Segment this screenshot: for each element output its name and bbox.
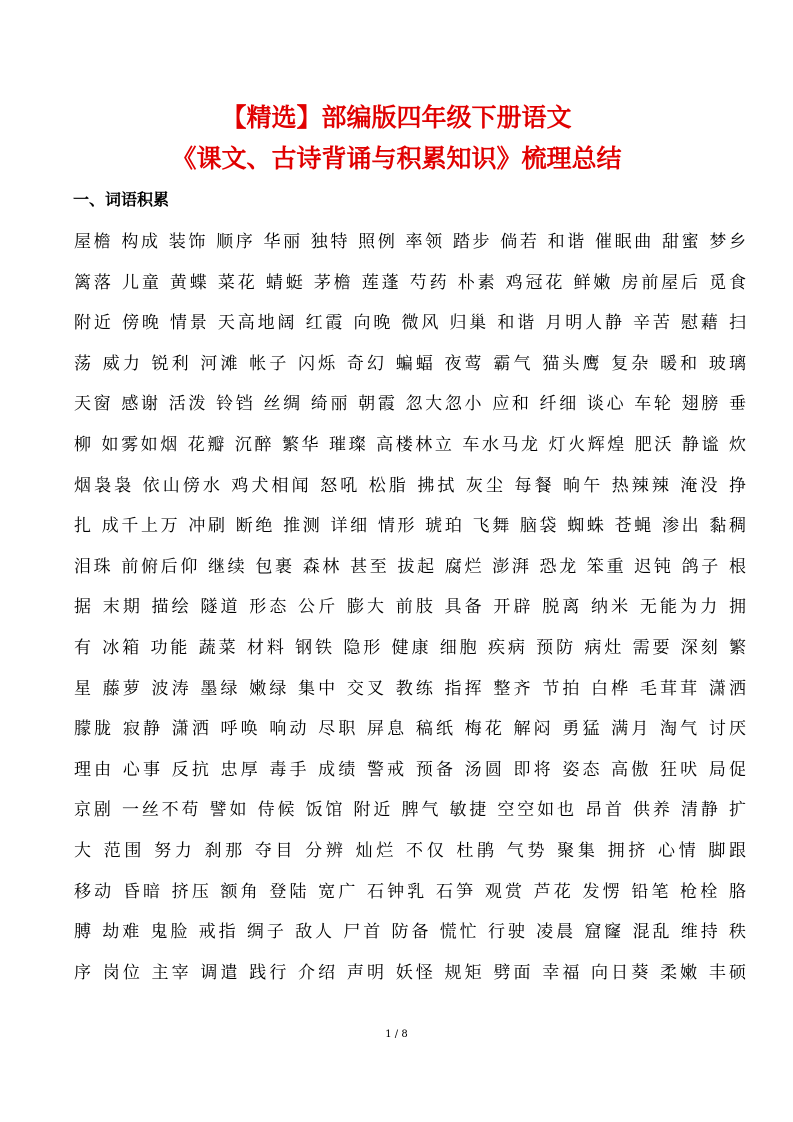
text-line: 星 藤萝 波涛 墨绿 嫩绿 集中 交叉 教练 指挥 整齐 节拍 白桦 毛茸茸 潇洒	[74, 678, 746, 699]
text-line: 移动 昏暗 挤压 额角 登陆 宽广 石钟乳 石笋 观赏 芦花 发愣 铅笔 枪栓 胳	[74, 881, 746, 902]
text-line: 朦胧 寂静 潇洒 呼唤 响动 尽职 屏息 稿纸 梅花 解闷 勇猛 满月 淘气 讨厌	[74, 719, 746, 740]
text-line: 有 冰箱 功能 蔬菜 材料 钢铁 隐形 健康 细胞 疾病 预防 病灶 需要 深刻 繁	[74, 637, 746, 658]
document-title-line-1: 【精选】部编版四年级下册语文	[221, 103, 572, 132]
text-line: 附近 傍晚 情景 天高地阔 红霞 向晚 微风 归巢 和谐 月明人静 辛苦 慰藉 扫	[74, 313, 746, 334]
text-line: 烟袅袅 依山傍水 鸡犬相闻 怒吼 松脂 拂拭 灰尘 每餐 晌午 热辣辣 淹没 挣	[74, 475, 746, 496]
section-heading-vocabulary: 一、词语积累	[73, 190, 170, 209]
text-line: 膊 劫难 鬼脸 戒指 绸子 敌人 尸首 防备 慌忙 行驶 凌晨 窟窿 混乱 维持 秩	[74, 922, 746, 943]
page-number: 1 / 8	[385, 1029, 408, 1040]
text-line: 泪珠 前俯后仰 继续 包裹 森林 甚至 拔起 腐烂 澎湃 恐龙 笨重 迟钝 鸽子 根	[74, 556, 746, 577]
text-line: 据 末期 描绘 隧道 形态 公斤 膨大 前肢 具备 开辟 脱离 纳米 无能为力 拥	[74, 597, 746, 618]
text-line: 京剧 一丝不苟 譬如 侍候 饭馆 附近 脾气 敏捷 空空如也 昂首 供养 清静 扩	[74, 800, 746, 821]
text-line: 荡 威力 锐利 河滩 帐子 闪烁 奇幻 蝙蝠 夜莺 霸气 猫头鹰 复杂 暖和 玻璃	[74, 353, 746, 374]
vocabulary-word-list	[74, 230, 746, 1001]
text-line: 篱落 儿童 黄蝶 菜花 蜻蜓 茅檐 莲蓬 芍药 朴素 鸡冠花 鲜嫩 房前屋后 觅食	[74, 272, 746, 293]
text-line: 序 岗位 主宰 调遣 践行 介绍 声明 妖怪 规矩 劈面 幸福 向日葵 柔嫩 丰硕	[74, 962, 746, 983]
text-line: 天窗 感谢 活泼 铃铛 丝绸 绮丽 朝霞 忽大忽小 应和 纤细 谈心 车轮 翅膀 垂	[74, 394, 746, 415]
document-title-line-2: 《课文、古诗背诵与积累知识》梳理总结	[171, 144, 622, 173]
text-line: 大 范围 努力 刹那 夺目 分辨 灿烂 不仅 杜鹃 气势 聚集 拥挤 心情 脚跟	[74, 840, 746, 861]
text-line: 屋檐 构成 装饰 顺序 华丽 独特 照例 率领 踏步 倘若 和谐 催眠曲 甜蜜 梦乡	[74, 232, 746, 252]
text-line: 理由 心事 反抗 忠厚 毒手 成绩 警戒 预备 汤圆 即将 姿态 高傲 狂吠 局促	[74, 759, 746, 780]
text-line: 柳 如雾如烟 花瓣 沉醉 繁华 璀璨 高楼林立 车水马龙 灯火辉煌 肥沃 静谧 炊	[74, 434, 746, 455]
text-line: 扎 成千上万 冲刷 断绝 推测 详细 情形 琥珀 飞舞 脑袋 蜘蛛 苍蝇 渗出 黏稠	[74, 516, 746, 537]
